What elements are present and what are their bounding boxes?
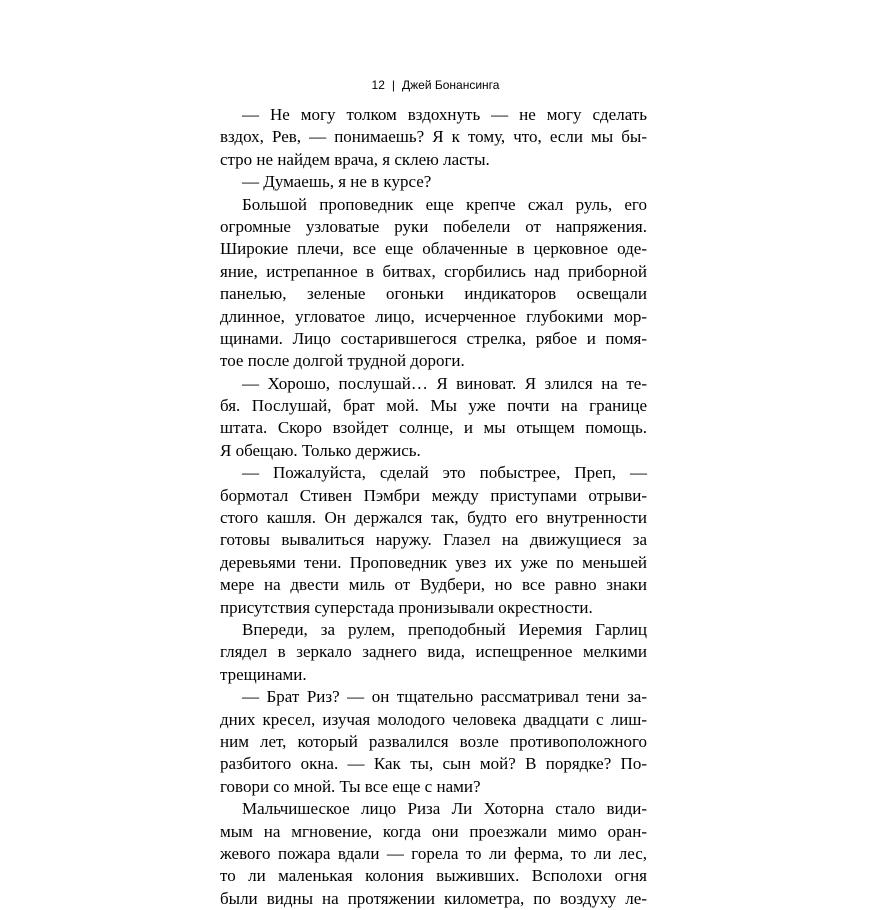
text-line: мере на двести миль от Вудбери, но все равно знаки [220,575,647,595]
text-line: огромные узловатые руки побелели от напряжения. [220,216,647,236]
text-line: разбитого окна. — Как ты, сын мой? В порядке? По- [220,754,647,774]
text-line: щинами. Лицо состарившегося стрелка, рябое и помя- [220,328,647,348]
text-line: — Пожалуйста, сделай это побыстрее, Преп, — [242,463,647,483]
text-line: то ли маленькая колония выживших. Всполохи огня [220,866,647,886]
text-line: бя. Послушай, брат мой. Мы уже почти на границе [220,396,647,416]
text-line: Мальчишеское лицо Риза Ли Хоторна стало види- [242,799,647,819]
text-line: — Хорошо, послушай… Я виноват. Я злился на те- [242,373,647,393]
text-line: Впереди, за рулем, преподобный Иеремия Гарлиц [242,619,647,639]
text-line: длинное, угловатое лицо, исчерченное глубокими мор- [220,306,647,326]
text-line: Я обещаю. Только держись. [220,440,421,460]
text-line: стро не найдем врача, я склею ласты. [220,149,490,169]
text-line: готовы вывалиться наружу. Глазел на движущиеся за [220,530,647,550]
text-line: ним лет, который развалился возле противоположного [220,731,647,751]
text-line: Большой проповедник еще крепче сжал руль, его [242,194,647,214]
running-head [0,77,871,93]
text-line: Широкие плечи, все еще облаченные в церковное оде- [220,239,647,259]
text-line: дних кресел, изучая молодого человека двадцати с лиш- [220,709,647,729]
text-line: стого кашля. Он держался так, будто его внутренности [220,508,647,528]
page-number: 12 [371,78,385,92]
text-line: деревьями тени. Проповедник увез их уже по меньшей [220,552,647,572]
author-name: Джей Бонансинга [402,78,500,92]
body-text [220,104,647,910]
text-line: — Не могу толком вздохнуть — не могу сделать [242,105,647,124]
text-line: панелью, зеленые огоньки индикаторов освещали [220,284,647,304]
text-line: тое после долгой трудной дороги. [220,351,465,371]
text-line: мым на мгновение, когда они проезжали мимо оран- [220,821,647,841]
text-line: глядел в зеркало заднего вида, испещренное мелкими [220,642,647,662]
text-line: вздох, Рев, — понимаешь? Я к тому, что, если мы бы- [220,127,647,147]
text-line: — Думаешь, я не в курсе? [242,172,432,192]
text-line: — Брат Риз? — он тщательно рассматривал тени за- [242,687,647,707]
text-line: были видны на протяжении километра, по воздуху ле- [220,888,647,908]
text-line: трещинами. [220,664,307,684]
text-line: присутствия суперстада пронизывали окрестности. [220,597,593,617]
text-line: жевого пожара вдали — горела то ли ферма, то ли лес, [220,843,647,863]
text-line: яние, истрепанное в битвах, сгорбились над приборной [220,261,647,281]
text-line: говори со мной. Ты все еще с нами? [220,776,481,796]
text-line: штата. Скоро взойдет солнце, и мы отыщем помощь. [220,418,647,438]
text-line: бормотал Стивен Пэмбри между приступами отрыви- [220,485,647,505]
header-separator: | [391,78,395,92]
